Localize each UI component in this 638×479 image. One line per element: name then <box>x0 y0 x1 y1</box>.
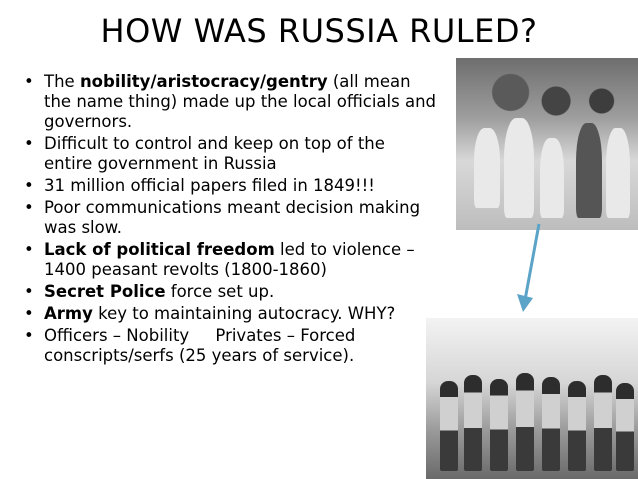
royal-family-photo <box>456 58 638 230</box>
arrow-down-icon <box>495 222 555 314</box>
bullet-item: • The nobility/aristocracy/gentry (all mean the name thing) made up the local officials and governors. <box>18 72 438 132</box>
bullet-list <box>18 72 438 368</box>
bullet-item: • Army key to maintaining autocracy. WHY? <box>18 304 438 324</box>
bullet-item: • Secret Police force set up. <box>18 282 438 302</box>
slide-title: HOW WAS RUSSIA RULED? <box>100 12 538 50</box>
bullet-item: • Poor communications meant decision making was slow. <box>18 198 438 238</box>
bullet-item: • Difficult to control and keep on top of the entire government in Russia <box>18 134 438 174</box>
bullet-item: • 31 million official papers filed in 1849!!! <box>18 176 438 196</box>
bullet-item: • Lack of political freedom led to violence – 1400 peasant revolts (1800-1860) <box>18 240 438 280</box>
bullet-item: • Officers – Nobility Privates – Forced conscripts/serfs (25 years of service). <box>18 326 438 366</box>
peasants-photo <box>426 318 638 479</box>
